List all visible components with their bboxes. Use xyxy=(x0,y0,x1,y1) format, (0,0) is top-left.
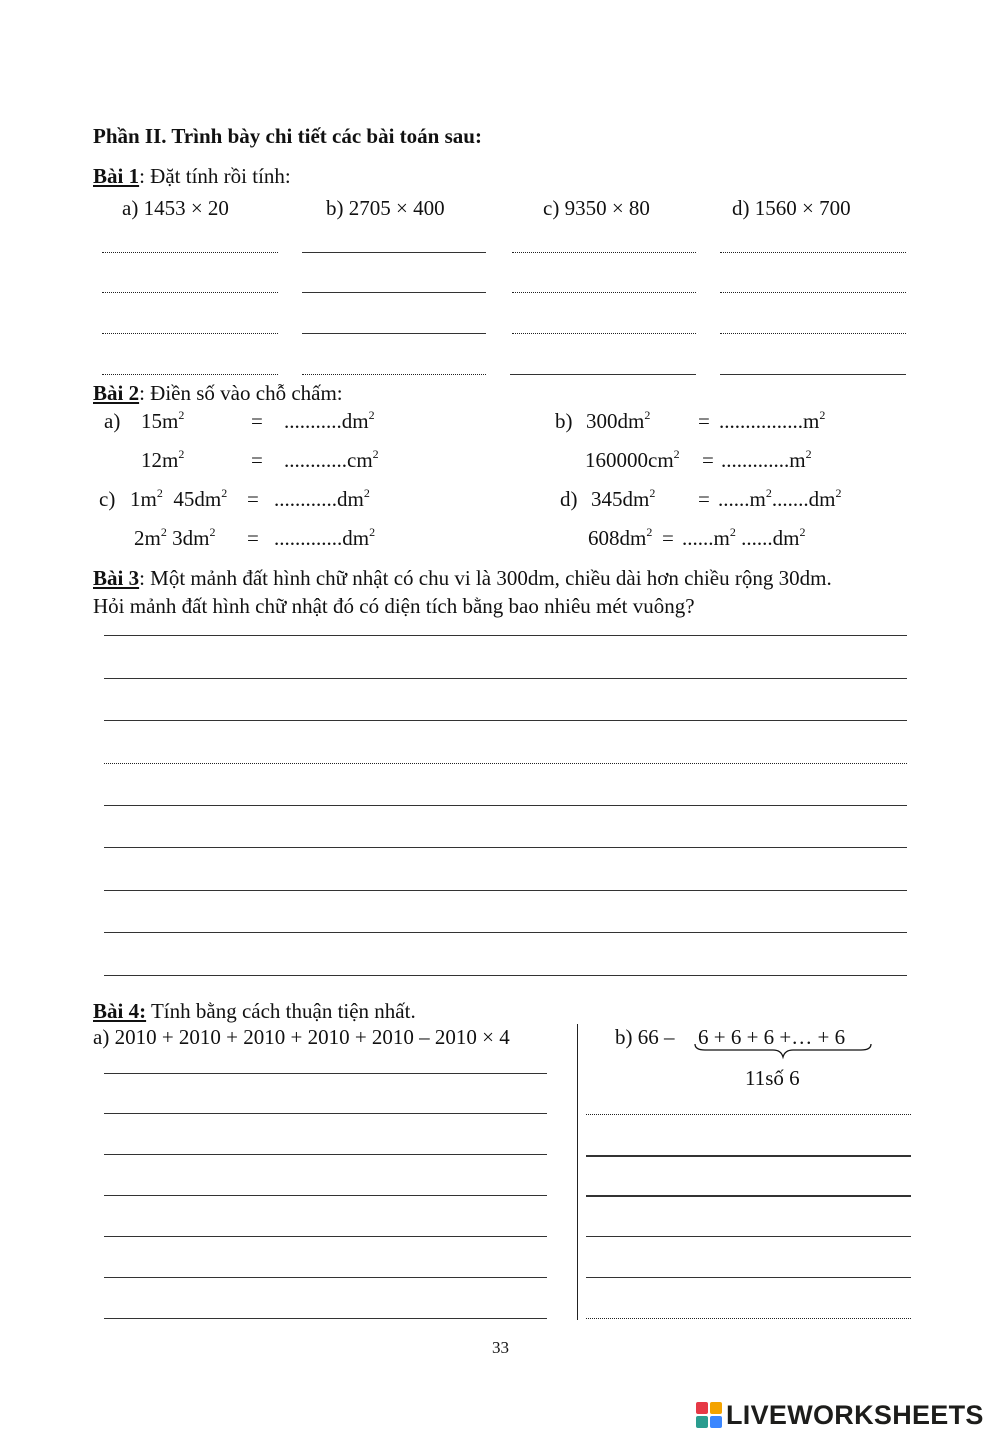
bai2-a1-eq: = xyxy=(251,409,263,433)
bai4-problem-a: a) 2010 + 2010 + 2010 + 2010 + 2010 – 2010 × 4 xyxy=(93,1025,510,1049)
bai2-a1-right[interactable]: $...........dm^2$ xyxy=(284,408,375,433)
answer-line[interactable] xyxy=(102,252,278,253)
bai4-problem-b-caption: 11số 6 xyxy=(745,1066,800,1090)
bai2-a2-eq: = xyxy=(251,448,263,472)
answer-line[interactable] xyxy=(104,1277,547,1278)
answer-line[interactable] xyxy=(720,252,906,253)
answer-line[interactable] xyxy=(512,333,696,334)
bai2-b2-eq: = xyxy=(702,448,714,472)
answer-line[interactable] xyxy=(104,763,907,764)
bai4-label: Bài 4: xyxy=(93,999,147,1023)
answer-line[interactable] xyxy=(104,1073,547,1074)
bai2-b1-eq: = xyxy=(698,409,710,433)
answer-line[interactable] xyxy=(720,333,906,334)
bai2-a2-left: $12m^2$ xyxy=(141,447,185,472)
bai2-c2-right[interactable]: $.............dm^2$ xyxy=(274,525,376,550)
bai2-d1-eq: = xyxy=(698,487,710,511)
bai1-problem-c: c) 9350 × 80 xyxy=(543,196,650,220)
answer-line[interactable] xyxy=(102,292,278,293)
answer-line[interactable] xyxy=(512,252,696,253)
logo-square xyxy=(710,1416,722,1428)
logo-square xyxy=(696,1416,708,1428)
answer-line[interactable] xyxy=(104,932,907,933)
logo-mark-icon xyxy=(696,1402,722,1428)
bai2-b-label: b) xyxy=(555,409,573,433)
liveworksheets-logo xyxy=(696,1398,984,1432)
answer-line[interactable] xyxy=(510,374,696,375)
bai2-c1-left: $1m^2$ $45dm^2$ xyxy=(130,486,228,511)
answer-line[interactable] xyxy=(720,374,906,375)
answer-line[interactable] xyxy=(102,333,278,334)
underbrace-icon xyxy=(693,1042,873,1060)
answer-line[interactable] xyxy=(102,374,278,375)
answer-line[interactable] xyxy=(104,1236,547,1237)
bai2-b2-left: $160000cm^2$ xyxy=(585,447,680,472)
answer-line[interactable] xyxy=(104,890,907,891)
column-divider xyxy=(577,1024,578,1320)
bai2-instruction: : Điền số vào chỗ chấm: xyxy=(139,381,343,405)
answer-line[interactable] xyxy=(104,720,907,721)
answer-line[interactable] xyxy=(302,292,486,293)
answer-line[interactable] xyxy=(104,678,907,679)
answer-line[interactable] xyxy=(586,1114,911,1115)
bai3-line1: Bài 3: Một mảnh đất hình chữ nhật có chu vi là 300dm, chiều dài hơn chiều rộng 30dm. xyxy=(93,566,832,590)
answer-line[interactable] xyxy=(586,1195,911,1197)
bai2-c2-eq: = xyxy=(247,526,259,550)
bai1-heading xyxy=(93,164,291,188)
bai2-a1-left: $15m^2$ xyxy=(141,408,185,433)
answer-line[interactable] xyxy=(302,252,486,253)
bai1-label: Bài 1 xyxy=(93,164,140,188)
bai2-a-label: a) xyxy=(104,409,121,433)
bai2-d-label: d) xyxy=(560,487,578,511)
bai2-d1-left: $345dm^2$ xyxy=(591,486,656,511)
bai4-heading: Bài 4: Tính bằng cách thuận tiện nhất. xyxy=(93,999,416,1023)
page-number: 33 xyxy=(492,1338,509,1357)
answer-line[interactable] xyxy=(104,635,907,636)
logo-square xyxy=(696,1402,708,1414)
bai2-d1-right[interactable]: $......m^2.......dm^2$ xyxy=(718,486,842,511)
answer-line[interactable] xyxy=(720,292,906,293)
bai2-b1-right[interactable]: $................m^2$ xyxy=(719,408,826,433)
answer-line[interactable] xyxy=(586,1155,911,1157)
logo-text: LIVEWORKSHEETS xyxy=(726,1399,984,1430)
bai1-problem-b: b) 2705 × 400 xyxy=(326,196,445,220)
answer-line[interactable] xyxy=(512,292,696,293)
bai2-d2-eq: = xyxy=(662,526,674,550)
answer-line[interactable] xyxy=(104,1113,547,1114)
answer-line[interactable] xyxy=(104,1318,547,1319)
bai2-heading xyxy=(93,381,343,405)
answer-line[interactable] xyxy=(104,847,907,848)
bai2-c2-left: $2m^2$ $3dm^2$ xyxy=(134,525,216,550)
answer-line[interactable] xyxy=(302,374,486,375)
answer-line[interactable] xyxy=(104,1154,547,1155)
bai2-d2-right[interactable]: $......m^2$ $......dm^2$ xyxy=(682,525,806,550)
answer-line[interactable] xyxy=(302,333,486,334)
bai2-c1-eq: = xyxy=(247,487,259,511)
answer-line[interactable] xyxy=(104,805,907,806)
section-title: Phần II. Trình bày chi tiết các bài toán sau: xyxy=(93,124,482,148)
bai4-problem-b-sum: 6 + 6 + 6 +… + 6 xyxy=(698,1025,846,1049)
bai3-line2: Hỏi mảnh đất hình chữ nhật đó có diện tích bằng bao nhiêu mét vuông? xyxy=(93,594,695,618)
bai2-c-label: c) xyxy=(99,487,116,511)
logo-square xyxy=(710,1402,722,1414)
bai2-b1-left: $300dm^2$ xyxy=(586,408,651,433)
bai1-problem-d: d) 1560 × 700 xyxy=(732,196,851,220)
bai2-label: Bài 2 xyxy=(93,381,140,405)
bai2-a2-right[interactable]: $............cm^2$ xyxy=(284,447,379,472)
bai2-b2-right[interactable]: $.............m^2$ xyxy=(721,447,812,472)
bai2-d2-left: $608dm^2$ xyxy=(588,525,653,550)
bai2-c1-right[interactable]: $............dm^2$ xyxy=(274,486,370,511)
answer-line[interactable] xyxy=(586,1318,911,1319)
answer-line[interactable] xyxy=(586,1277,911,1278)
bai1-instruction: : Đặt tính rồi tính: xyxy=(139,164,291,188)
bai1-problem-a: a) 1453 × 20 xyxy=(122,196,229,220)
answer-line[interactable] xyxy=(104,1195,547,1196)
answer-line[interactable] xyxy=(104,975,907,976)
bai3-label: Bài 3 xyxy=(93,566,140,590)
answer-line[interactable] xyxy=(586,1236,911,1237)
bai4-problem-b-prefix: b) 66 – xyxy=(615,1025,675,1049)
